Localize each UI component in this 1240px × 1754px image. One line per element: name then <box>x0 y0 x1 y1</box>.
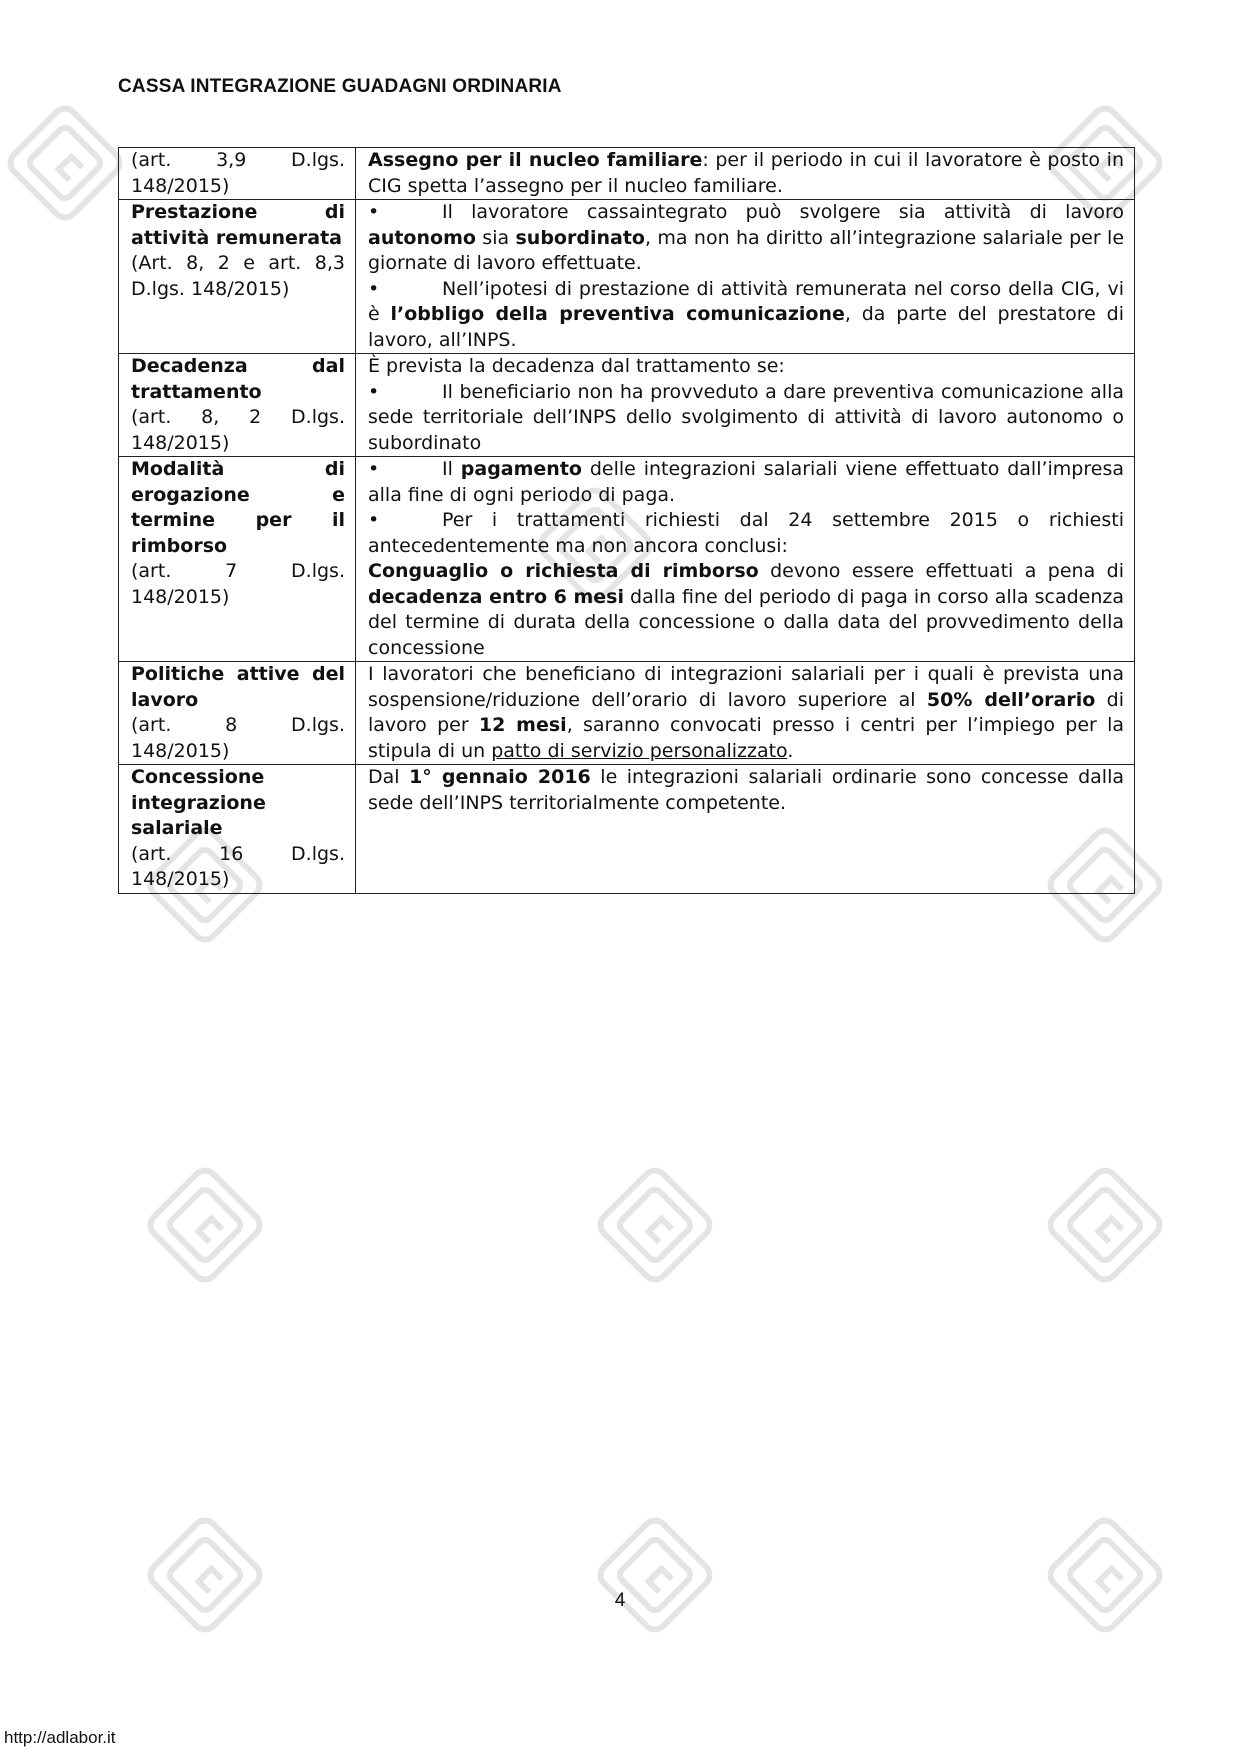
law-reference: (art. 3,9 D.lgs. 148/2015) <box>131 149 345 197</box>
footer-url: http://adlabor.it <box>4 1728 116 1747</box>
law-reference: (art. 7 D.lgs. 148/2015) <box>131 560 345 608</box>
row-content-cell: Dal 1° gennaio 2016 le integrazioni salariali ordinarie sono concesse dalla sede dell’INPS territorialmente competente. <box>356 765 1135 894</box>
law-reference: (art. 8, 2 D.lgs. 148/2015) <box>131 406 345 454</box>
table-row <box>119 765 1135 894</box>
law-reference: (art. 8 D.lgs. 148/2015) <box>131 714 345 762</box>
row-title: Modalità di erogazione e termine per il rimborso <box>131 458 345 557</box>
bullet-icon: • <box>368 277 380 300</box>
table-row <box>119 354 1135 457</box>
row-label-cell <box>119 200 356 354</box>
row-title: Concessione integrazione salariale <box>131 766 266 839</box>
bullet-icon: • <box>368 458 380 480</box>
body-text: : per il periodo in cui il lavoratore è posto in CIG spetta l’assegno per il nucleo familiare. <box>368 149 1124 197</box>
bold-text: Assegno per il nucleo familiare <box>368 149 703 171</box>
row-label-cell <box>119 662 356 765</box>
bullet-icon: • <box>368 201 380 223</box>
row-content-cell <box>356 354 1135 457</box>
watermark-logo <box>130 1500 280 1650</box>
row-label-cell <box>119 765 356 894</box>
underlined-text: patto di servizio personalizzato <box>491 739 788 762</box>
document-header: CASSA INTEGRAZIONE GUADAGNI ORDINARIA <box>118 76 562 97</box>
watermark-logo <box>130 1150 280 1300</box>
bullet-item: • Il lavoratore cassaintegrato può svolgere sia attività di lavoro autonomo sia subordinato, ma non ha diritto all’integrazione salariale per le giornate di lavoro effettuate. <box>368 201 1125 274</box>
row-content-cell <box>356 200 1135 354</box>
table-row <box>119 457 1135 662</box>
law-reference: (art. 16 D.lgs. 148/2015) <box>131 842 345 890</box>
bullet-item: • Per i trattamenti richiesti dal 24 settembre 2015 o richiesti antecedentemente ma non ancora conclusi: <box>368 509 1124 557</box>
bullet-item: • Il pagamento delle integrazioni salariali viene effettuato dall’impresa alla fine di ogni periodo di paga. <box>368 458 1124 506</box>
bullet-item: • Il beneficiario non ha provveduto a dare preventiva comunicazione alla sede territoriale dell’INPS dello svolgimento di attività di lavoro autonomo o subordinato <box>368 380 1124 454</box>
page-number: 4 <box>614 1590 626 1611</box>
summary-table <box>118 147 1135 894</box>
row-label-cell <box>119 354 356 457</box>
bullet-item: • Nell’ipotesi di prestazione di attività remunerata nel corso della CIG, vi è l’obbligo della preventiva comunicazione, da parte del prestatore di lavoro, all’INPS. <box>368 277 1124 351</box>
law-reference: (Art. 8, 2 e art. 8,3 D.lgs. 148/2015) <box>131 252 345 300</box>
paragraph: Conguaglio o richiesta di rimborso devono essere effettuati a pena di decadenza entro 6 mesi dalla fine del periodo di paga in corso alla scadenza del termine di durata della concessione o dalla data del provvedimento della concessione <box>368 560 1124 659</box>
row-title: Politiche attive del lavoro <box>131 663 345 711</box>
row-label-cell <box>119 148 356 200</box>
row-content-cell: I lavoratori che beneficiano di integrazioni salariali per i quali è prevista una sospensione/riduzione dell’orario di lavoro superiore al 50% dell’orario di lavoro per 12 mesi, saranno convocati presso i centri per l’impiego per la stipula di un patto di servizio personalizzato. <box>356 662 1135 765</box>
table-row <box>119 148 1135 200</box>
row-label-cell <box>119 457 356 662</box>
bullet-icon: • <box>368 509 380 531</box>
watermark-logo <box>580 1150 730 1300</box>
table-row <box>119 662 1135 765</box>
row-content-cell <box>356 457 1135 662</box>
row-title: Prestazione di attività remunerata <box>131 201 345 249</box>
row-title: Decadenza dal trattamento <box>131 355 345 403</box>
watermark-logo <box>1030 1500 1180 1650</box>
bullet-icon: • <box>368 380 380 403</box>
watermark-logo <box>580 1500 730 1650</box>
watermark-logo <box>1030 1150 1180 1300</box>
table-row <box>119 200 1135 354</box>
row-content-cell <box>356 148 1135 200</box>
intro-text: È prevista la decadenza dal trattamento se: <box>368 355 785 377</box>
